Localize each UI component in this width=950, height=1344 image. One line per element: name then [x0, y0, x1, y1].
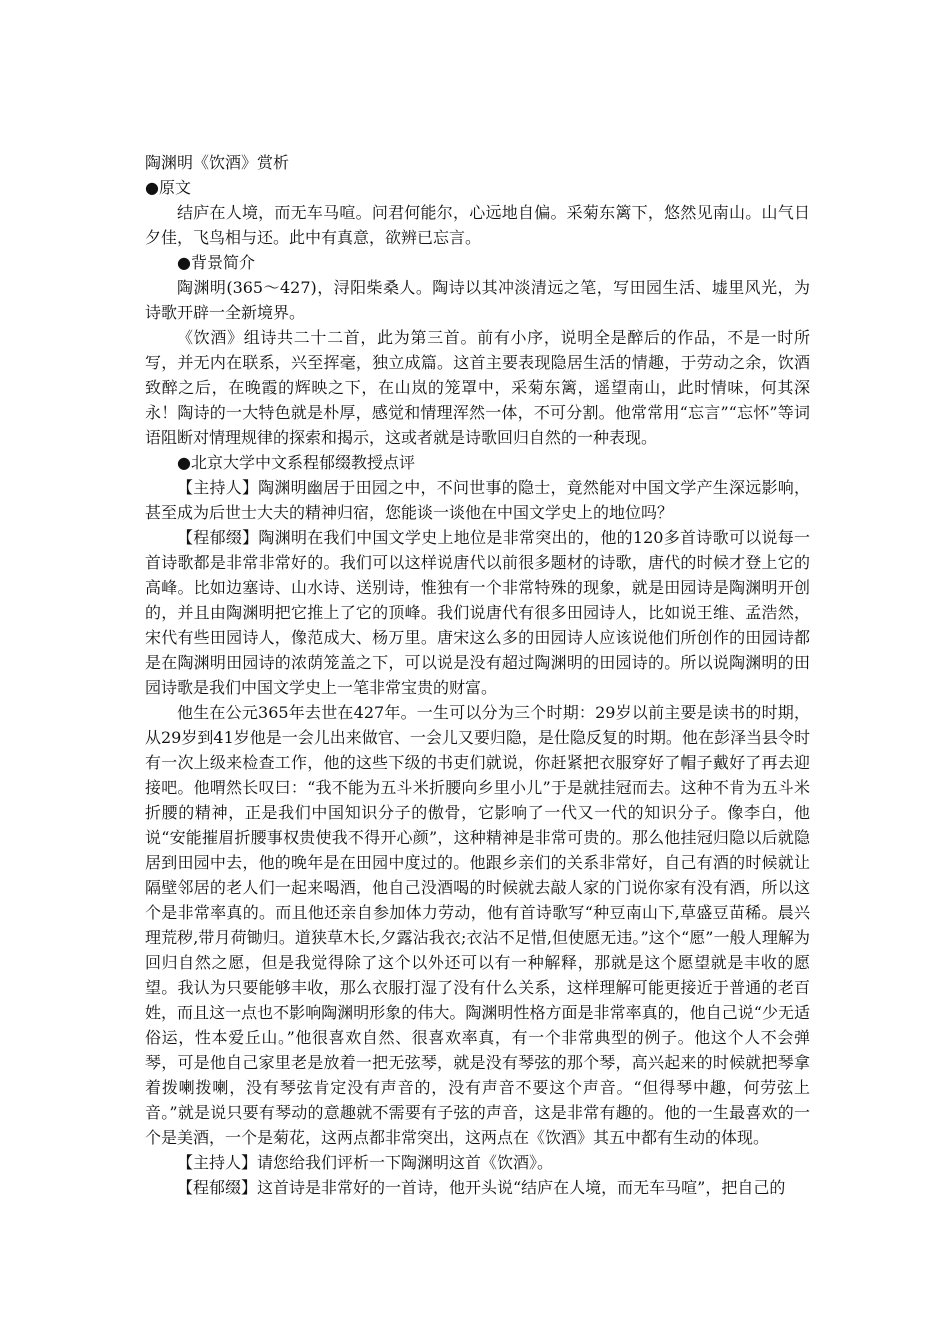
section-heading-background: ●背景简介: [177, 253, 255, 272]
section-heading-commentary: ●北京大学中文系程郁缀教授点评: [177, 453, 415, 472]
poem-text: 结庐在人境，而无车马喧。问君何能尔，心远地自偏。采菊东篱下，悠然见南山。山气日夕佳，飞鸟相与还。此中有真意，欲辨已忘言。: [145, 203, 810, 247]
paragraph-answer-1: 【程郁缀】陶渊明在我们中国文学史上地位是非常突出的，他的120多首诗歌可以说每一首诗歌都是非常非常好的。我们可以这样说唐代以前很多题材的诗歌，唐代的时候才登上它的高峰。比如边塞诗、山水诗、送别诗，惟独有一个非常特殊的现象，就是田园诗是陶渊明开创的，并且由陶渊明把它推上了它的顶峰。我们说唐代有很多田园诗人，比如说王维、孟浩然，宋代有些田园诗人，像范成大、杨万里。唐宋这么多的田园诗人应该说他们所创作的田园诗都是在陶渊明田园诗的浓荫笼盖之下，可以说是没有超过陶渊明的田园诗的。所以说陶渊明的田园诗歌是我们中国文学史上一笔非常宝贵的财富。: [145, 528, 810, 697]
paragraph-host-question-2: 【主持人】请您给我们评析一下陶渊明这首《饮酒》。: [177, 1153, 554, 1172]
paragraph-host-question-1: 【主持人】陶渊明幽居于田园之中，不问世事的隐士，竟然能对中国文学产生深远影响，甚至成为后世士大夫的精神归宿，您能谈一谈他在中国文学史上的地位吗？: [145, 478, 810, 522]
section-heading-original-text: ●原文: [145, 178, 191, 197]
paragraph-author-bio: 陶渊明(365～427)，浔阳柴桑人。陶诗以其冲淡清远之笔，写田园生活、墟里风光，为诗歌开辟一全新境界。: [145, 278, 810, 322]
document-body: [145, 150, 810, 1200]
document-title: 陶渊明《饮酒》赏析: [145, 153, 290, 172]
paragraph-poem-background: 《饮酒》组诗共二十二首，此为第三首。前有小序，说明全是醉后的作品，不是一时所写，并无内在联系，兴至挥毫，独立成篇。这首主要表现隐居生活的情趣，于劳动之余，饮酒致醉之后，在晚霞的辉映之下，在山岚的笼罩中，采菊东篱，遥望南山，此时情味，何其深永！陶诗的一大特色就是朴厚，感觉和情理浑然一体，不可分割。他常常用“忘言”“忘怀”等词语阻断对情理规律的探索和揭示，这或者就是诗歌回归自然的一种表现。: [145, 328, 810, 447]
paragraph-life-story: 他生在公元365年去世在427年。一生可以分为三个时期：29岁以前主要是读书的时期，从29岁到41岁他是一会儿出来做官、一会儿又要归隐，是仕隐反复的时期。他在彭泽当县令时有一次上级来检查工作，他的这些下级的书吏们就说，你赶紧把衣服穿好了帽子戴好了再去迎接吧。他喟然长叹曰：“我不能为五斗米折腰向乡里小儿”于是就挂冠而去。这种不肯为五斗米折腰的精神，正是我们中国知识分子的傲骨，它影响了一代又一代的知识分子。像李白，他说“安能摧眉折腰事权贵使我不得开心颜”，这种精神是非常可贵的。那么他挂冠归隐以后就隐居到田园中去，他的晚年是在田园中度过的。他跟乡亲们的关系非常好，自己有酒的时候就让隔壁邻居的老人们一起来喝酒，他自己没酒喝的时候就去敲人家的门说你家有没有酒，所以这个是非常率真的。而且他还亲自参加体力劳动，他有首诗歌写“种豆南山下,草盛豆苗稀。晨兴理荒秽,带月荷锄归。道狭草木长,夕露沾我衣;衣沾不足惜,但使愿无违。”这个“愿”一般人理解为回归自然之愿，但是我觉得除了这个以外还可以有一种解释，那就是这个愿望就是丰收的愿望。我认为只要能够丰收，那么衣服打湿了没有什么关系，这样理解可能更接近于普通的老百姓，而且这一点也不影响陶渊明形象的伟大。陶渊明性格方面是非常率真的，他自己说“少无适俗运，性本爱丘山。”他很喜欢自然、很喜欢率真，有一个非常典型的例子。他这个人不会弹琴，可是他自己家里老是放着一把无弦琴，就是没有琴弦的那个琴，高兴起来的时候就把琴拿着拨喇拨喇，没有琴弦肯定没有声音的，没有声音不要这个声音。“但得琴中趣，何劳弦上音。”就是说只要有琴动的意趣就不需要有子弦的声音，这是非常有趣的。他的一生最喜欢的一个是美酒，一个是菊花，这两点都非常突出，这两点在《饮酒》其五中都有生动的体现。: [145, 703, 810, 1147]
paragraph-answer-2: 【程郁缀】这首诗是非常好的一首诗，他开头说“结庐在人境，而无车马喧”，把自己的: [177, 1178, 786, 1197]
